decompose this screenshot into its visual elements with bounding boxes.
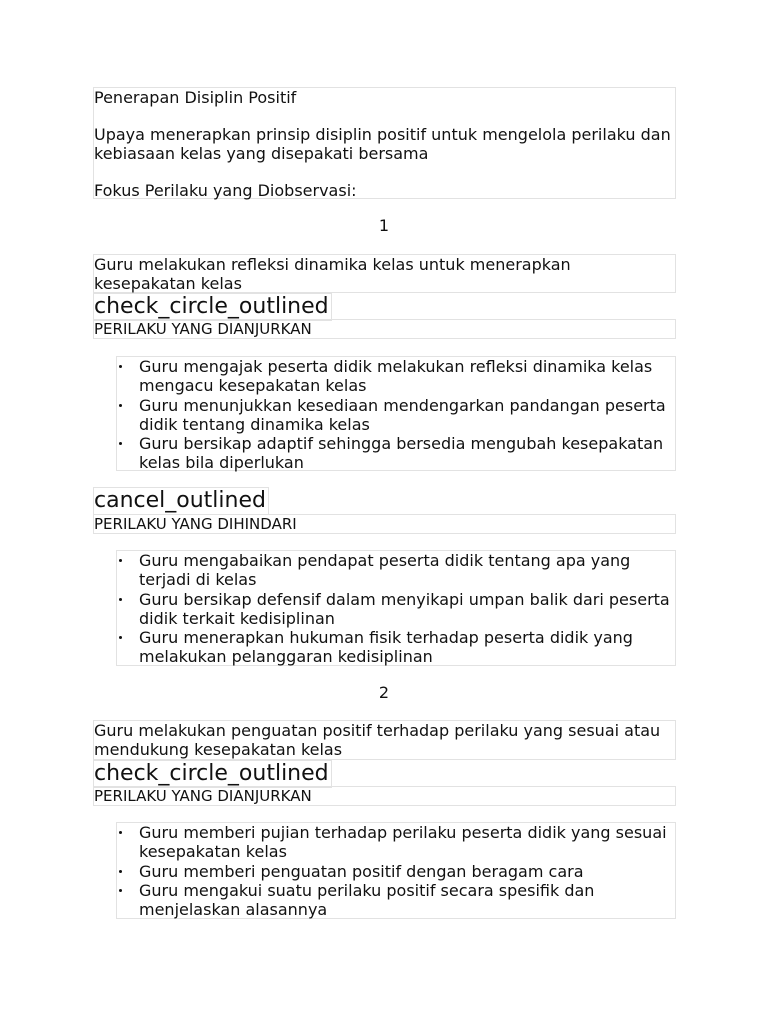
list-item: Guru mengajak peserta didik melakukan refleksi dinamika kelas mengacu kesepakatan kelas [117, 357, 675, 396]
list-item: Guru bersikap defensif dalam menyikapi umpan balik dari peserta didik terkait kedisiplinan [117, 590, 675, 629]
list-item: Guru mengabaikan pendapat peserta didik tentang apa yang terjadi di kelas [117, 551, 675, 590]
list-item: Guru menunjukkan kesediaan mendengarkan pandangan peserta didik tentang dinamika kelas [117, 396, 675, 435]
list-item: Guru bersikap adaptif sehingga bersedia mengubah kesepakatan kelas bila diperlukan [117, 434, 675, 473]
section-heading: Guru melakukan refleksi dinamika kelas untuk menerapkan kesepakatan kelas [93, 254, 676, 293]
recommended-list [116, 822, 676, 919]
list-item: Guru memberi penguatan positif dengan beragam cara [117, 862, 675, 881]
check-circle-outlined-icon: check_circle_outlined [93, 293, 332, 321]
recommended-label: PERILAKU YANG DIANJURKAN [93, 319, 676, 339]
section-number: 2 [378, 683, 390, 702]
cancel-outlined-icon: cancel_outlined [93, 487, 269, 515]
focus-label: Fokus Perilaku yang Diobservasi: [94, 181, 357, 200]
recommended-label: PERILAKU YANG DIANJURKAN [93, 786, 676, 806]
list-item: Guru menerapkan hukuman fisik terhadap peserta didik yang melakukan pelanggaran kedisiplinan [117, 628, 675, 667]
page-title: Penerapan Disiplin Positif [94, 88, 297, 107]
avoided-list [116, 550, 676, 666]
list-item: Guru mengakui suatu perilaku positif secara spesifik dan menjelaskan alasannya [117, 881, 675, 920]
check-circle-outlined-icon: check_circle_outlined [93, 760, 332, 788]
intro-description: Upaya menerapkan prinsip disiplin positif untuk mengelola perilaku dan kebiasaan kelas yang disepakati bersama [94, 125, 671, 163]
intro-box [93, 87, 676, 199]
section-number: 1 [378, 216, 390, 235]
avoided-label: PERILAKU YANG DIHINDARI [93, 514, 676, 534]
recommended-list [116, 356, 676, 471]
section-heading: Guru melakukan penguatan positif terhadap perilaku yang sesuai atau mendukung kesepakatan kelas [93, 720, 676, 760]
list-item: Guru memberi pujian terhadap perilaku peserta didik yang sesuai kesepakatan kelas [117, 823, 675, 862]
